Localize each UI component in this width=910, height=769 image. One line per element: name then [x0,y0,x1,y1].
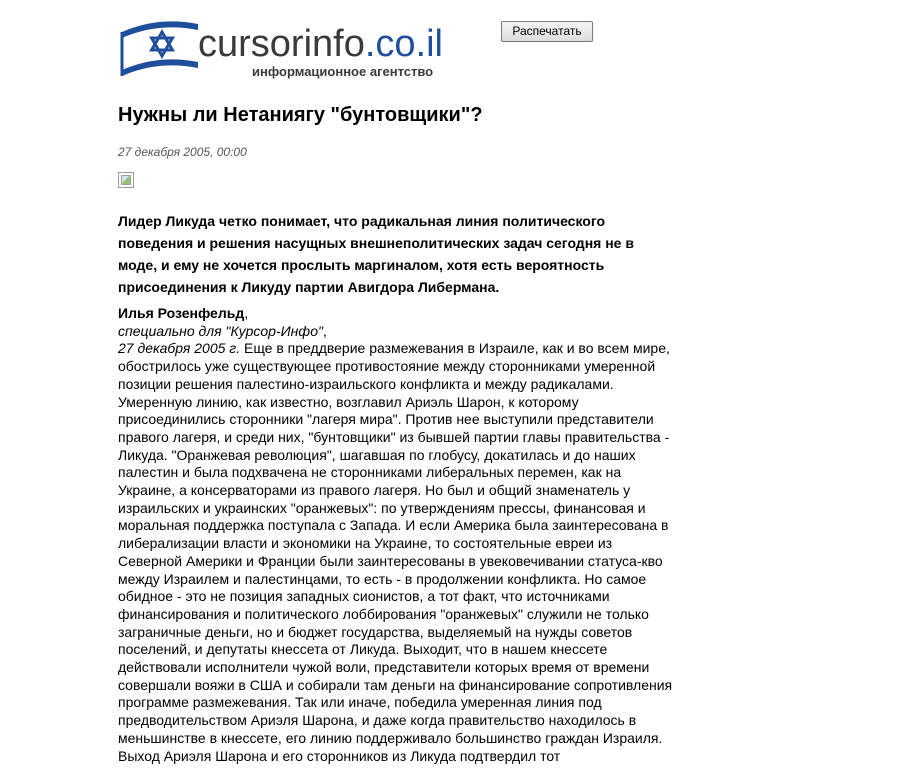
logo-wordmark: cursorinfo.co.il [198,23,443,65]
byline-special-line: специально для "Курсор-Инфо", [118,322,327,339]
print-button[interactable]: Распечатать [501,21,593,42]
byline-author-line: Илья Розенфельд, [118,305,249,321]
article-date: 27 декабря 2005, 00:00 [118,145,247,159]
article-title: Нужны ли Нетаниягу "бунтовщики"? [118,104,483,126]
cursorinfo-logo[interactable] [118,14,488,84]
author-name[interactable]: Илья Розенфельд [118,305,245,321]
body-text: Еще в преддверие размежевания в Израиле, как и во всем мире, обострилось уже существующее противостояние между сторонниками умеренной позиции решения палестино-израильского конфликта и между радикалами. Умеренную линию, как известно, возглавил Ариэль Шарон, к которому присоединились сторонники "лагеря мира". Против нее выступили представители правого лагеря, и среди них, "бунтовщики" из бывшей партии главы правительства - Ликуда. "Оранжевая революция", шагавшая по глобусу, докатилась и до наших палестин и была подхвачена не сторонниками либеральных перемен, как на Украине, а консерваторами из правого лагеря. Но был и общий знаменатель у израильских и украинских "оранжевых": по утверждениям прессы, финансовая и моральная поддержка поступала с Запада. И если Америка была заинтересована в либерализации власти и экономики на Украине, то состоятельные евреи из Северной Америки и Франции были заинтересованы в увековечивании статуса-кво между Израилем и палестинцами, то есть - в продолжении конфликта. Но самое обидное - это не позиция западных сионистов, а тот факт, что источниками финансирования и политического лоббирования "оранжевых" служили не только заграничные деньги, но и бюджет государства, выделяемый на нужды советов поселений, и депутаты кнессета от Ликуда. Выходит, что в нашем кнессете действовали исполнители чужой воли, представители которых время от времени совершали вояжи в США и собирали там деньги на финансирование сопротивления программе размежевания. Так или иначе, победила умеренная линия под предводительством Ариэля Шарона, и даже когда правительство находилось в меньшинстве в кнессете, его линию поддерживало большинство граждан Израиля. Выход Ариэля Шарона и его сторонников из Ликуда подтвердил тот [118,340,673,764]
body-date: 27 декабря 2005 г. [118,340,241,357]
article-text [118,340,673,765]
star-of-david-flag-icon [122,21,198,76]
special-for: специально для "Курсор-Инфо" [118,322,323,339]
logo-subtitle: информационное агентство [252,64,434,79]
broken-image-icon [118,172,134,188]
article-body [118,305,673,765]
article-lead: Лидер Ликуда четко понимает, что радикальная линия политического поведения и решения насущных внешнеполитических задач сегодня не в моде, и ему не хочется прослыть маргиналом, хотя есть вероятность присоединения к Ликуду партии Авигдора Либермана. [118,213,634,295]
